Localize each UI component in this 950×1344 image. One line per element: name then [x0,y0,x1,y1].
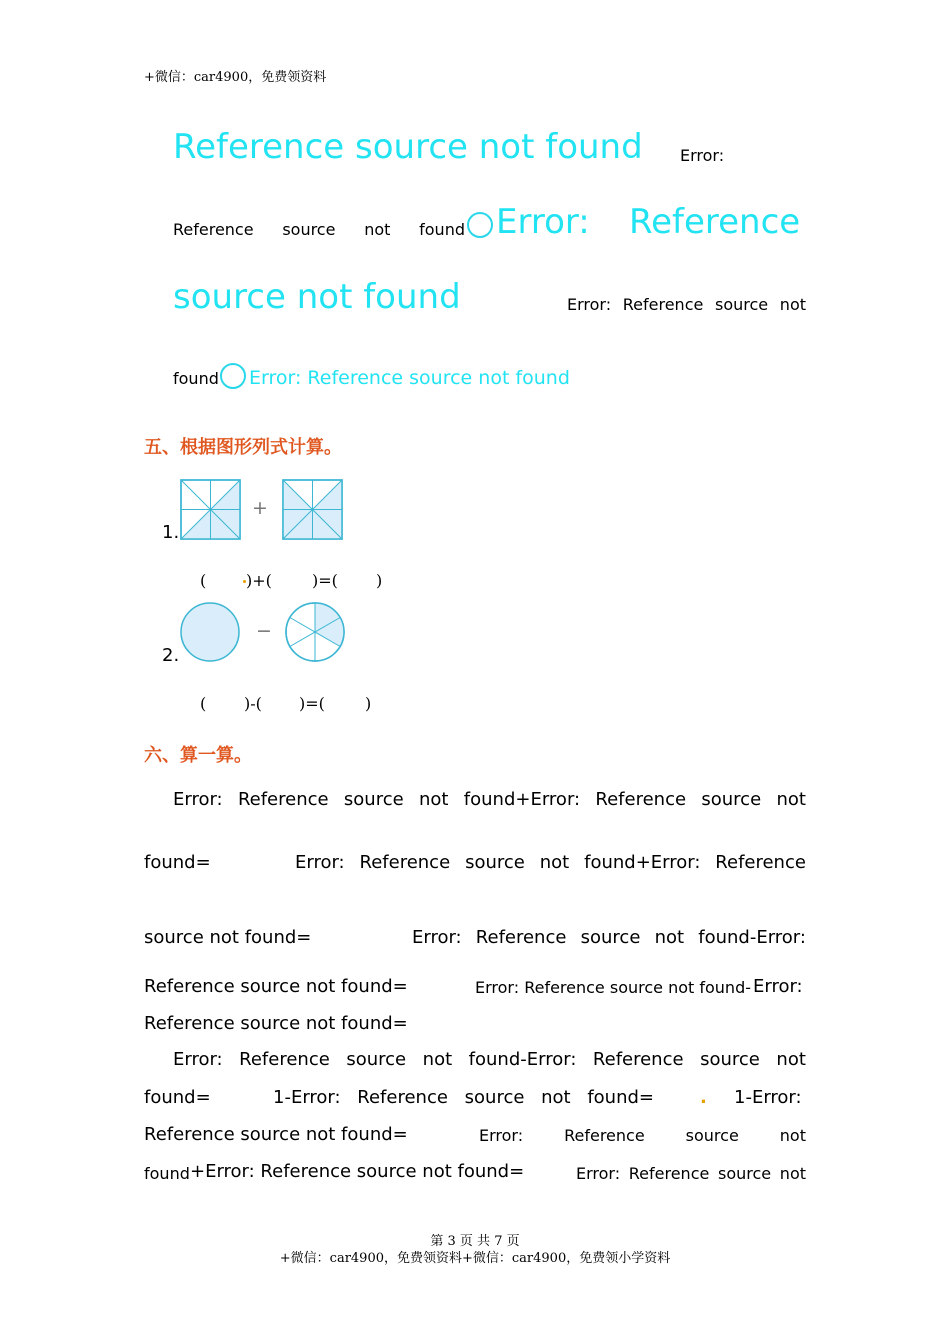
word: Reference [359,852,451,873]
calc-line-8 [479,1126,806,1145]
square-figure-1 [180,479,242,541]
word: source [282,220,336,239]
word: Reference [564,1126,645,1145]
calc-line-1 [173,789,806,810]
word: not [364,220,391,239]
word: source [718,1164,772,1183]
word: source [580,927,641,948]
calc-line-6 [173,1049,806,1070]
word: Reference [475,927,567,948]
word: not [779,295,806,314]
circle-figure-2 [285,602,347,664]
word: Error: [295,852,345,873]
word: 1-Error: [273,1087,341,1108]
calc-line-9 [576,1164,806,1183]
word: Error: [173,1049,223,1070]
circle-figure-1 [180,602,242,664]
word: source [464,1087,525,1108]
word: found [419,220,465,239]
word: Reference [628,1164,710,1183]
calc-line-4-small: Error: Reference source not found- [475,978,751,997]
calc-line-2-start: found= [144,852,211,873]
error-row2-words [173,220,465,239]
word: source [700,1049,760,1070]
q2-expr-equals: )=( [299,694,325,713]
word: not [776,1049,806,1070]
q2-expr-close: ) [365,694,372,713]
word: Error: [173,789,223,810]
dot-mark-2: . [700,1087,707,1108]
word: not [422,1049,453,1070]
calc-line-4-start: Reference source not found= [144,976,408,997]
word: Reference [173,220,254,239]
calc-line-5: Reference source not found= [144,1013,408,1034]
word: found+Error: [463,789,581,810]
word: source [715,295,769,314]
page-number: 第 3 页 共 7 页 [430,1234,520,1249]
word: source [343,789,404,810]
calc-line-7 [273,1087,654,1108]
word: not [654,927,685,948]
word: Error: [576,1164,621,1183]
error-small-label: Error: [680,146,725,165]
word: Reference [715,852,806,873]
calc-line-3-start: source not found= [144,927,312,948]
q2-number: 2. [162,645,180,666]
error-row3-words [567,295,806,314]
error-big-a: Error: [496,202,590,242]
calc-line-9-small: found [144,1164,190,1183]
calc-line-2 [295,852,806,873]
error-big-line-2: source not found [173,277,461,317]
word: Reference [622,295,704,314]
q2-expr-open: ( [200,694,207,713]
q1-expr-close: ) [376,571,383,590]
q1-number: 1. [162,522,180,543]
q1-expr-equals: )=( [312,571,338,590]
q1-expr-open: ( [200,571,207,590]
word: Error: [567,295,612,314]
word: not [779,1126,806,1145]
footer-text: +微信：car4900，免费领资料+微信：car4900，免费领小学资料 [279,1251,671,1266]
word: source [685,1126,739,1145]
plus-sign: + [252,497,268,519]
found-word: found [173,369,219,388]
q2-expr-minus: )-( [244,694,262,713]
square-figure-2 [282,479,344,541]
word: found-Error: [698,927,806,948]
word: found-Error: [468,1049,577,1070]
calc-line-9-big: +Error: Reference source not found= [190,1161,525,1182]
calc-line-4-end: Error: [753,976,803,997]
error-row4-cyan: Error: Reference source not found [249,367,570,389]
word: not [419,789,449,810]
word: Reference [592,1049,684,1070]
calc-line-8-start: Reference source not found= [144,1124,408,1145]
word: found= [587,1087,654,1108]
word: not [779,1164,806,1183]
word: source [465,852,525,873]
error-big-line-1: Reference source not found [173,127,643,167]
word: Reference [595,789,687,810]
word: Reference [237,789,329,810]
word: source [346,1049,407,1070]
word: Error: [412,927,462,948]
circle-symbol-2 [220,363,246,389]
section6-title: 六、算一算。 [144,745,252,766]
calc-line-3 [412,927,806,948]
circle-symbol [467,212,493,238]
section5-title: 五、根据图形列式计算。 [144,437,342,458]
word: found+Error: [584,852,701,873]
q1-expr-plus: )+( [246,571,272,590]
header-text: +微信：car4900，免费领资料 [144,70,327,85]
word: not [541,1087,571,1108]
minus-sign: − [256,620,272,642]
word: Error: [479,1126,524,1145]
word: not [539,852,570,873]
calc-line-7-end: 1-Error: [734,1087,802,1108]
word: Reference [239,1049,330,1070]
calc-line-7-start: found= [144,1087,211,1108]
error-big-b: Reference [629,202,801,242]
word: Reference [357,1087,448,1108]
word: not [776,789,806,810]
word: source [701,789,762,810]
